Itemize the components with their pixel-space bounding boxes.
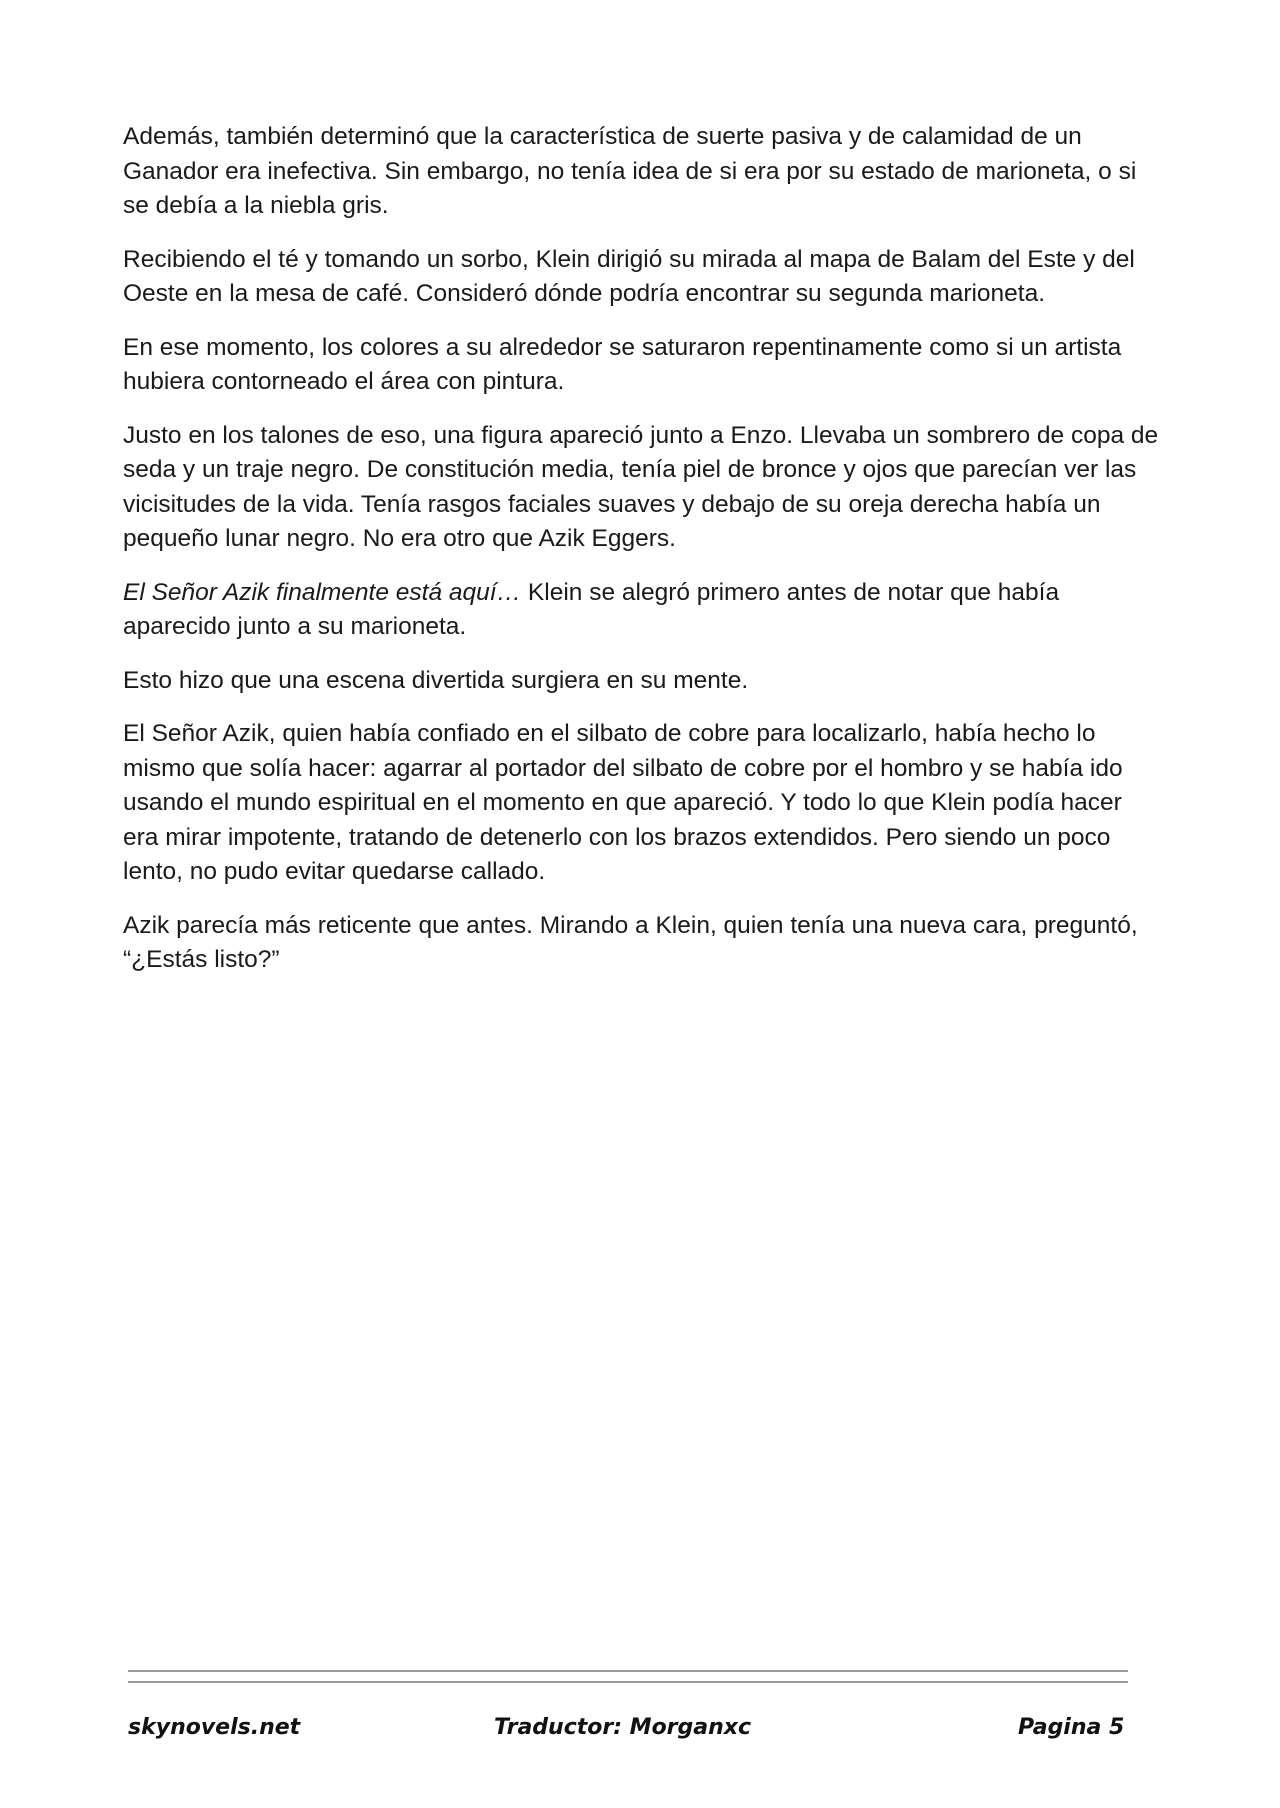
paragraph-3: En ese momento, los colores a su alrededor se saturaron repentinamente como si un artista hubiera contorneado el área con pintura.: [123, 333, 1122, 395]
paragraph-4: Justo en los talones de eso, una figura apareció junto a Enzo. Llevaba un sombrero de copa de seda y un traje negro. De constitución media, tenía piel de bronce y ojos que parecían ver las vicisitudes de la vida. Tenía rasgos faciales suaves y debajo de su oreja derecha había un pequeño lunar negro. No era otro que Azik Eggers.: [123, 421, 1159, 552]
footer-page-number: Pagina 5: [1018, 1715, 1125, 1740]
paragraph-1: Además, también determinó que la característica de suerte pasiva y de calamidad de un Ganador era inefectiva. Sin embargo, no tenía idea de si era por su estado de marioneta, o si se debía a la niebla gris.: [123, 123, 1137, 219]
paragraph-6: Esto hizo que una escena divertida surgiera en su mente.: [123, 666, 749, 694]
paragraph-7: El Señor Azik, quien había confiado en el silbato de cobre para localizarlo, había hecho lo mismo que solía hacer: agarrar al portador del silbato de cobre por el hombro y se había ido usando el mundo espiritual en el momento en que apareció. Y todo lo que Klein podía hacer era mirar impotente, tratando de detenerlo con los brazos extendidos. Pero siendo un poco lento, no pudo evitar quedarse callado.: [123, 720, 1123, 885]
paragraph-5-text: Klein se alegró primero antes de notar que había aparecido junto a su marioneta.: [123, 578, 1060, 640]
footer-divider-top: [128, 1670, 1128, 1672]
paragraph-2: Recibiendo el té y tomando un sorbo, Klein dirigió su mirada al mapa de Balam del Este y del Oeste en la mesa de café. Consideró dónde podría encontrar su segunda marioneta.: [123, 245, 1135, 307]
paragraph-5-thought: El Señor Azik finalmente está aquí…: [123, 578, 522, 606]
footer-site: skynovels.net: [128, 1715, 301, 1740]
paragraph-8: Azik parecía más reticente que antes. Mirando a Klein, quien tenía una nueva cara, preguntó, “¿Estás listo?”: [123, 911, 1138, 973]
paragraph-5: [123, 576, 1163, 645]
chapter-text: [123, 120, 1163, 997]
footer-translator: Traductor: Morganxc: [494, 1715, 752, 1740]
footer-divider-bottom: [128, 1681, 1128, 1683]
